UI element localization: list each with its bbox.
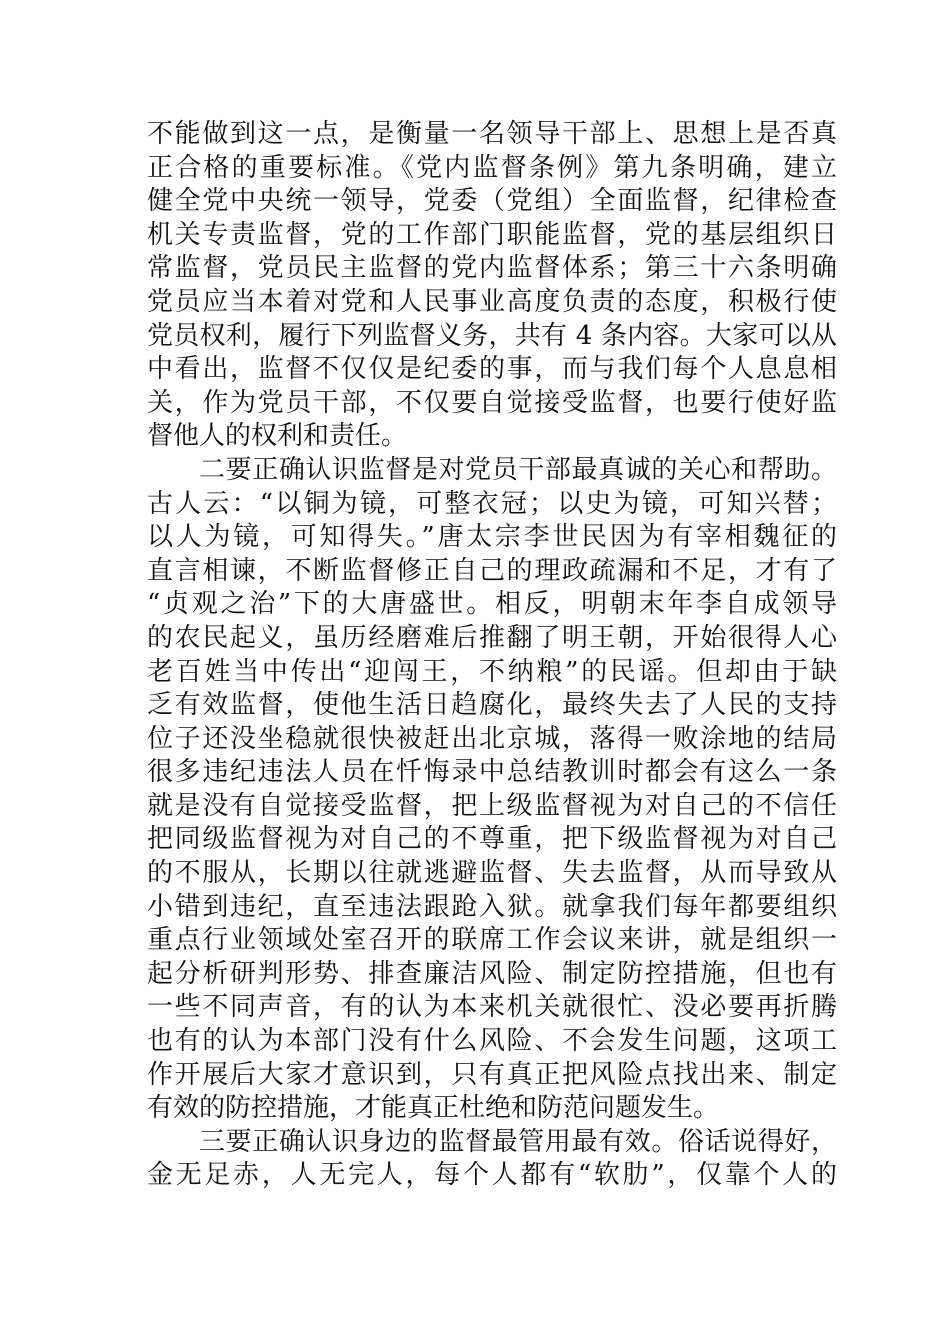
- text-line: 很多违纪违法人员在忏悔录中总结教训时都会有这么一条: [147, 757, 837, 788]
- text-line: 直言相谏，不断监督修正自己的理政疏漏和不足，才有了: [147, 555, 837, 586]
- text-line: 关，作为党员干部，不仅要自觉接受监督，也要行使好监: [147, 387, 837, 418]
- text-line: 一些不同声音，有的认为本来机关就很忙、没必要再折腾: [147, 992, 837, 1023]
- text-line: 中看出，监督不仅仅是纪委的事，而与我们每个人息息相: [147, 354, 837, 385]
- text-line: 作开展后大家才意识到，只有真正把风险点找出来、制定: [147, 1059, 837, 1090]
- text-line: 党员应当本着对党和人民事业高度负责的态度，积极行使: [147, 286, 837, 317]
- text-line: 的农民起义，虽历经磨难后推翻了明王朝，开始很得人心: [147, 622, 837, 653]
- text-line: 也有的认为本部门没有什么风险、不会发生问题，这项工: [147, 1026, 837, 1057]
- text-line: 健全党中央统一领导，党委（党组）全面监督，纪律检查: [147, 186, 837, 217]
- text-line: 起分析研判形势、排查廉洁风险、制定防控措施，但也有: [147, 958, 837, 989]
- text-line: 机关专责监督，党的工作部门职能监督，党的基层组织日: [147, 219, 837, 250]
- text-line: 不能做到这一点，是衡量一名领导干部上、思想上是否真: [147, 119, 837, 149]
- text-line: 以人为镜，可知得失。”唐太宗李世民因为有宰相魏征的: [147, 522, 837, 553]
- text-line: 有效的防控措施，才能真正杜绝和防范问题发生。: [147, 1093, 720, 1124]
- text-line: 常监督，党员民主监督的党内监督体系；第三十六条明确: [147, 253, 837, 284]
- text-line: 古人云：“以铜为镜，可整衣冠；以史为镜，可知兴替；: [147, 488, 837, 519]
- text-line: 重点行业领域处室召开的联席工作会议来讲，就是组织一: [147, 925, 837, 956]
- text-line: 乏有效监督，使他生活日趋腐化，最终失去了人民的支持: [147, 690, 837, 721]
- text-line: 正合格的重要标准。《党内监督条例》第九条明确，建立: [147, 152, 837, 183]
- text-line: 三要正确认识身边的监督最管用最有效。俗话说得好，: [199, 1126, 837, 1157]
- text-line: 的不服从，长期以往就逃避监督、失去监督，从而导致从: [147, 858, 837, 889]
- text-line: 督他人的权利和责任。: [147, 421, 408, 452]
- text-line: 就是没有自觉接受监督，把上级监督视为对自己的不信任: [147, 790, 837, 821]
- text-line: 金无足赤，人无完人，每个人都有“软肋”，仅靠个人的: [147, 1160, 837, 1191]
- text-line: 老百姓当中传出“迎闯王，不纳粮”的民谣。但却由于缺: [147, 656, 837, 687]
- text-line: 位子还没坐稳就很快被赶出北京城，落得一败涂地的结局: [147, 723, 837, 754]
- text-line: 二要正确认识监督是对党员干部最真诚的关心和帮助。: [199, 454, 837, 485]
- text-line: 把同级监督视为对自己的不尊重，把下级监督视为对自己: [147, 824, 837, 855]
- text-line: 党员权利，履行下列监督义务，共有 4 条内容。大家可以从: [147, 320, 837, 351]
- text-line: “贞观之治”下的大唐盛世。相反，明朝末年李自成领导: [147, 589, 837, 620]
- text-line: 小错到违纪，直至违法跟跄入狱。就拿我们每年都要组织: [147, 891, 837, 922]
- body-text: [147, 118, 837, 1193]
